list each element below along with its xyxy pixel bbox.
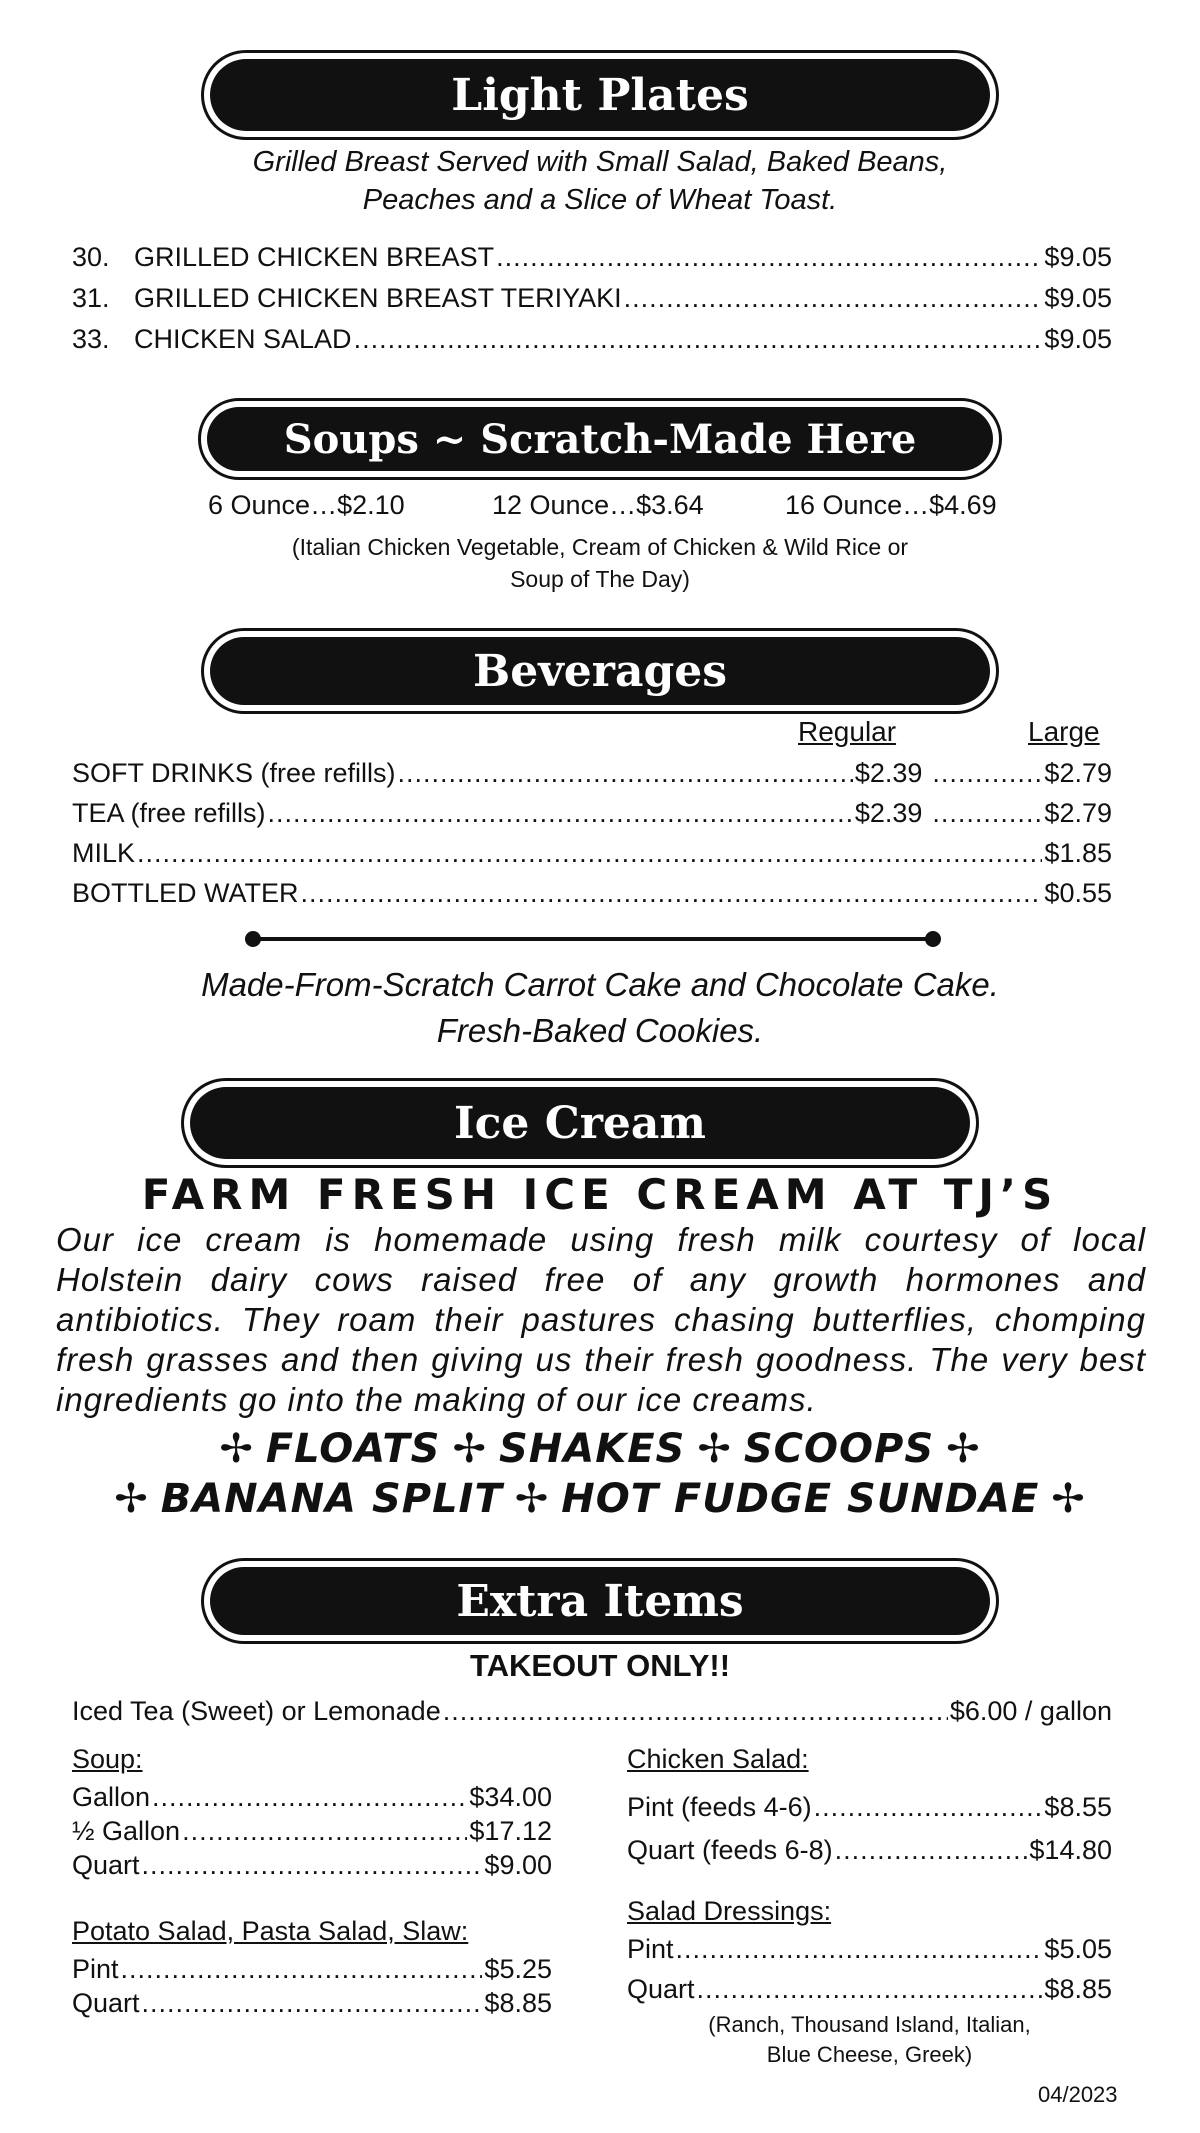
light-plates-banner bbox=[201, 50, 999, 140]
light-plates-title: Light Plates bbox=[210, 59, 990, 131]
divider-line bbox=[253, 937, 933, 941]
light-plates-subtitle-2: Peaches and a Slice of Wheat Toast. bbox=[362, 184, 838, 216]
item-price: $9.05 bbox=[1044, 242, 1112, 272]
salads-heading: Potato Salad, Pasta Salad, Slaw: bbox=[72, 1916, 469, 1946]
dressings-note-1: (Ranch, Thousand Island, Italian, bbox=[708, 2012, 1031, 2037]
treat-floats: FLOATS bbox=[265, 1426, 441, 1472]
cakes-line-2: Fresh-Baked Cookies. bbox=[436, 1012, 764, 1049]
ice-cream-treats-line-1 bbox=[0, 1426, 1200, 1472]
cross-ornament-icon: ✢ bbox=[114, 1476, 149, 1522]
item-price-large: $2.79 bbox=[1044, 758, 1112, 788]
salads-item bbox=[72, 1988, 552, 2019]
item-name: Quart (feeds 6-8) bbox=[627, 1835, 833, 1865]
leader-dots bbox=[398, 758, 853, 789]
item-name: Pint (feeds 4-6) bbox=[627, 1792, 812, 1822]
leader-dots bbox=[624, 283, 1043, 314]
leader-dots bbox=[137, 838, 1042, 869]
dressings-item bbox=[627, 1974, 1112, 2005]
leader-dots bbox=[932, 758, 1042, 789]
item-price: $9.05 bbox=[1044, 324, 1112, 354]
light-plates-subtitle-1: Grilled Breast Served with Small Salad, Baked Beans, bbox=[252, 146, 948, 178]
chicken-salad-item bbox=[627, 1792, 1112, 1823]
ice-cream-headline: FARM FRESH ICE CREAM AT TJ’S bbox=[141, 1170, 1059, 1219]
takeout-note: TAKEOUT ONLY!! bbox=[469, 1648, 731, 1683]
soup-heading: Soup: bbox=[72, 1744, 143, 1774]
treat-shakes: SHAKES bbox=[498, 1426, 686, 1472]
leader-dots bbox=[697, 1974, 1043, 2005]
item-price: $1.85 bbox=[1044, 838, 1112, 868]
cross-ornament-icon: ✢ bbox=[452, 1426, 487, 1472]
soup-item bbox=[72, 1816, 552, 1847]
beverage-item bbox=[72, 798, 1112, 829]
extra-items-banner bbox=[201, 1558, 999, 1644]
cross-ornament-icon: ✢ bbox=[1051, 1476, 1086, 1522]
soups-title: Soups ~ Scratch-Made Here bbox=[207, 407, 993, 471]
item-price: $0.55 bbox=[1044, 878, 1112, 908]
ice-cream-description: Our ice cream is homemade using fresh milk courtesy of local Holstein dairy cows raised free of any growth hormones and antibiotics. They roam their pastures chasing butterflies, chomping fresh grasses and then giving us their fresh goodness. The very best ingredients go into the making of our ice creams. bbox=[56, 1221, 1146, 1418]
soup-note-2: Soup of The Day) bbox=[510, 566, 690, 592]
beverage-item bbox=[72, 838, 1112, 869]
cross-ornament-icon: ✢ bbox=[946, 1426, 981, 1472]
beverages-title: Beverages bbox=[210, 637, 990, 705]
item-name: MILK bbox=[72, 838, 136, 868]
item-name: Pint bbox=[72, 1954, 119, 1984]
soup-note-1: (Italian Chicken Vegetable, Cream of Chicken & Wild Rice or bbox=[291, 534, 909, 560]
item-price-regular: $2.39 bbox=[854, 798, 923, 828]
leader-dots bbox=[354, 324, 1043, 355]
dressings-item bbox=[627, 1934, 1112, 1965]
leader-dots bbox=[835, 1835, 1028, 1866]
column-header-large: Large bbox=[1028, 716, 1100, 747]
leader-dots bbox=[142, 1988, 483, 2019]
item-name: ½ Gallon bbox=[72, 1816, 181, 1846]
item-price: $14.80 bbox=[1029, 1835, 1112, 1865]
item-price: $8.85 bbox=[1044, 1974, 1112, 2004]
soup-item bbox=[72, 1850, 552, 1881]
leader-dots bbox=[121, 1954, 483, 1985]
leader-dots bbox=[152, 1782, 467, 1813]
item-price: $9.05 bbox=[1044, 283, 1112, 313]
item-name: Iced Tea (Sweet) or Lemonade bbox=[72, 1696, 441, 1726]
treat-scoops: SCOOPS bbox=[743, 1426, 935, 1472]
item-name: GRILLED CHICKEN BREAST TERIYAKI bbox=[134, 283, 622, 313]
item-price: $6.00 / gallon bbox=[949, 1696, 1112, 1726]
item-price-large: $2.79 bbox=[1044, 798, 1112, 828]
divider-dot-right bbox=[925, 931, 941, 947]
cross-ornament-icon: ✢ bbox=[697, 1426, 732, 1472]
extra-items-title: Extra Items bbox=[210, 1567, 990, 1635]
beverage-item bbox=[72, 758, 1112, 789]
item-price-regular: $2.39 bbox=[854, 758, 923, 788]
item-name: Quart bbox=[627, 1974, 695, 2004]
item-price: $9.00 bbox=[484, 1850, 552, 1880]
item-name: Pint bbox=[627, 1934, 674, 1964]
ice-cream-title: Ice Cream bbox=[190, 1087, 970, 1159]
leader-dots bbox=[268, 798, 853, 829]
menu-item bbox=[72, 242, 1112, 273]
item-name: BOTTLED WATER bbox=[72, 878, 299, 908]
soup-item bbox=[72, 1782, 552, 1813]
leader-dots bbox=[443, 1696, 948, 1727]
chicken-salad-item bbox=[627, 1835, 1112, 1866]
item-name: Gallon bbox=[72, 1782, 151, 1812]
column-header-regular: Regular bbox=[798, 716, 897, 747]
leader-dots bbox=[142, 1850, 483, 1881]
soup-size-6oz: 6 Ounce…$2.10 bbox=[208, 490, 405, 520]
item-name: SOFT DRINKS (free refills) bbox=[72, 758, 396, 788]
salads-item bbox=[72, 1954, 552, 1985]
leader-dots bbox=[814, 1792, 1043, 1823]
item-name: Quart bbox=[72, 1850, 140, 1880]
divider-dot-left bbox=[245, 931, 261, 947]
soups-banner bbox=[198, 398, 1002, 480]
item-price: $8.55 bbox=[1044, 1792, 1112, 1822]
ice-cream-banner bbox=[181, 1078, 979, 1168]
beverages-banner bbox=[201, 628, 999, 714]
menu-date: 04/2023 bbox=[1038, 2082, 1118, 2107]
leader-dots bbox=[932, 798, 1042, 829]
cross-ornament-icon: ✢ bbox=[514, 1476, 550, 1522]
menu-item bbox=[72, 283, 1112, 314]
item-name: TEA (free refills) bbox=[72, 798, 266, 828]
beverage-item bbox=[72, 878, 1112, 909]
item-price: $17.12 bbox=[469, 1816, 552, 1846]
dressings-note-2: Blue Cheese, Greek) bbox=[766, 2042, 973, 2067]
menu-item bbox=[72, 324, 1112, 355]
ice-cream-treats-line-2 bbox=[0, 1476, 1200, 1522]
treat-banana-split: BANANA SPLIT bbox=[160, 1476, 503, 1522]
cakes-line-1: Made-From-Scratch Carrot Cake and Chocolate Cake. bbox=[201, 966, 999, 1003]
leader-dots bbox=[676, 1934, 1043, 1965]
soup-size-12oz: 12 Ounce…$3.64 bbox=[492, 490, 704, 520]
iced-tea-item bbox=[72, 1696, 1112, 1727]
item-name: CHICKEN SALAD bbox=[134, 324, 352, 354]
chicken-salad-heading: Chicken Salad: bbox=[627, 1744, 809, 1774]
leader-dots bbox=[496, 242, 1042, 273]
item-name: Quart bbox=[72, 1988, 140, 2018]
item-price: $5.25 bbox=[484, 1954, 552, 1984]
treat-hot-fudge-sundae: HOT FUDGE SUNDAE bbox=[561, 1476, 1040, 1522]
item-price: $8.85 bbox=[484, 1988, 552, 2018]
leader-dots bbox=[301, 878, 1043, 909]
leader-dots bbox=[182, 1816, 467, 1847]
item-number: 33. bbox=[72, 324, 110, 354]
item-price: $5.05 bbox=[1044, 1934, 1112, 1964]
dressings-heading: Salad Dressings: bbox=[627, 1896, 832, 1926]
item-number: 30. bbox=[72, 242, 110, 272]
item-name: GRILLED CHICKEN BREAST bbox=[134, 242, 495, 272]
cross-ornament-icon: ✢ bbox=[219, 1426, 254, 1472]
soup-size-16oz: 16 Ounce…$4.69 bbox=[785, 490, 997, 520]
item-price: $34.00 bbox=[469, 1782, 552, 1812]
item-number: 31. bbox=[72, 283, 110, 313]
